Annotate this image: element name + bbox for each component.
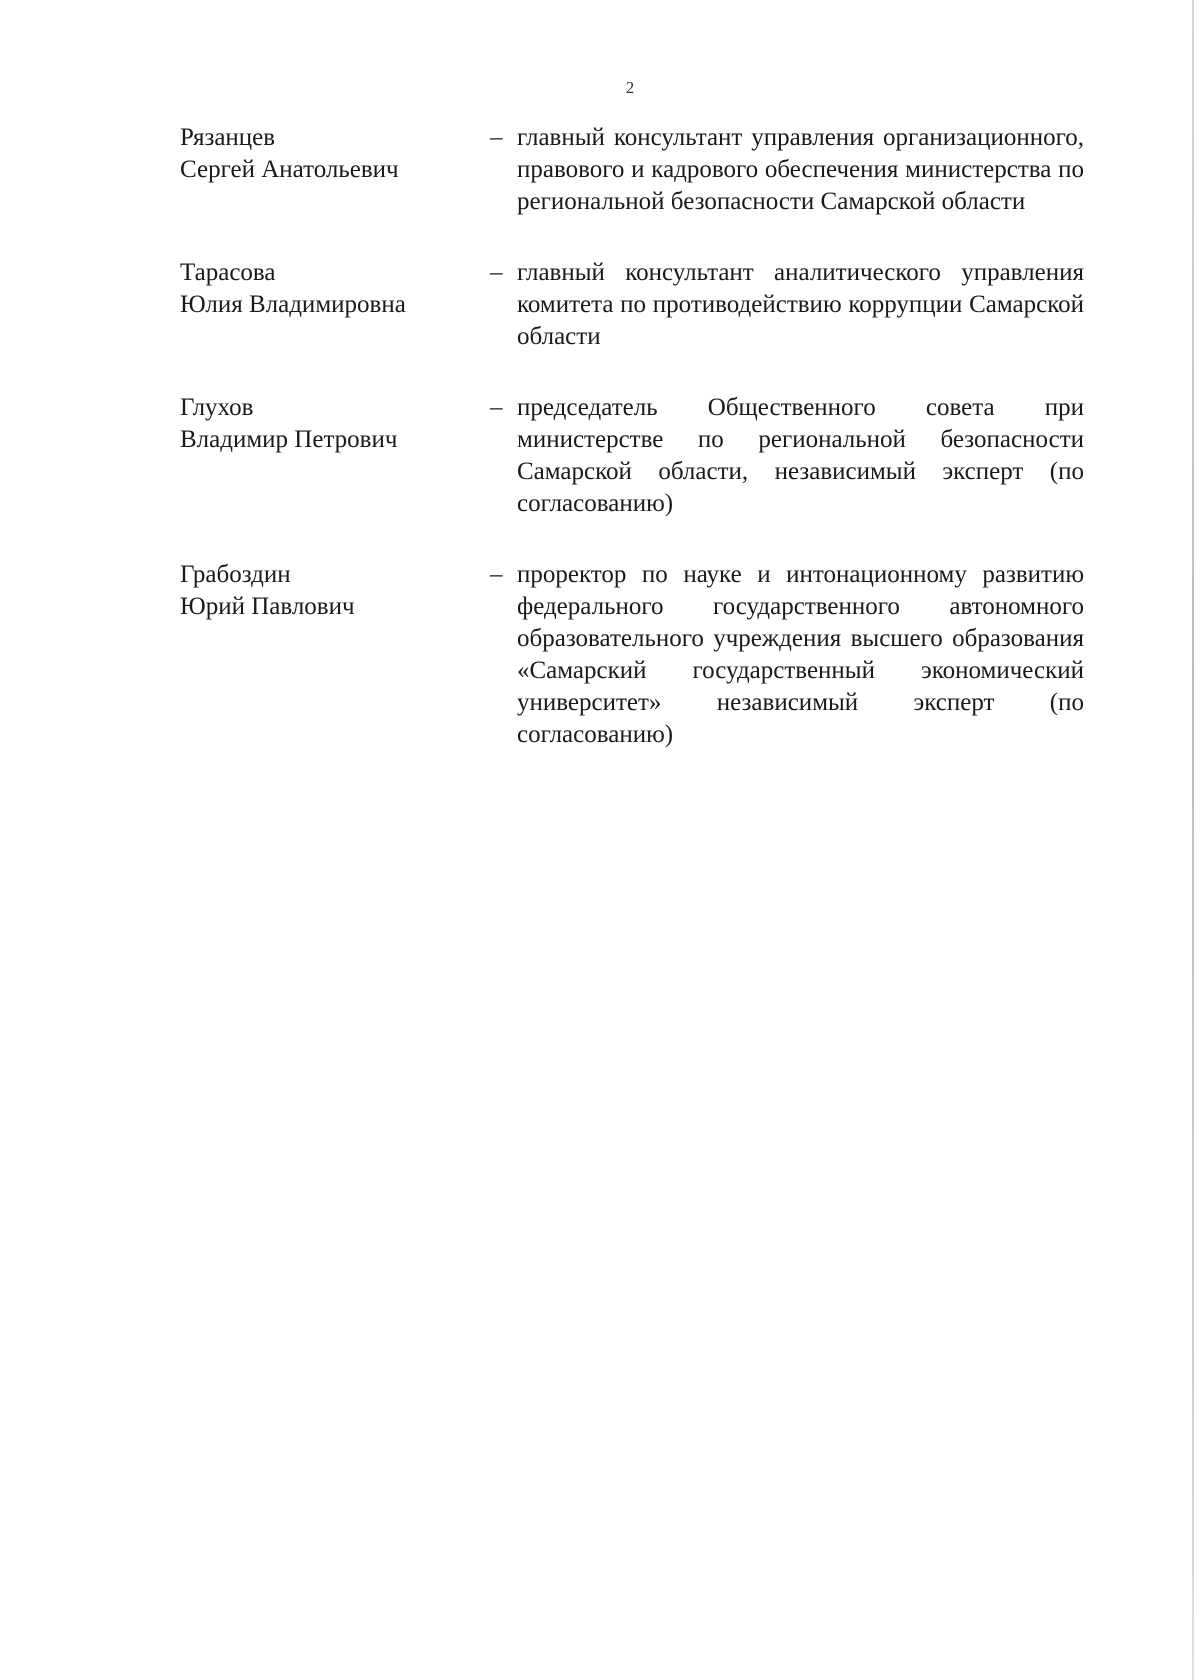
member-entry (180, 122, 1084, 218)
member-role: председатель Общественного совета при министерстве по региональной безопасности Самарской области, независимый эксперт (по согласованию) (517, 394, 1084, 517)
separator-dash: – (490, 394, 503, 421)
member-surname: Рязанцев (180, 124, 276, 151)
member-entry (180, 257, 1084, 353)
member-role: проректор по науке и интонационному развитию федерального государственного автономного образовательного учреждения высшего образования «Самарский государственный экономический университет» независимый эксперт (по согласованию) (517, 561, 1084, 748)
member-entry (180, 392, 1084, 520)
member-role: главный консультант аналитического управления комитета по противодействию коррупции Самарской области (517, 259, 1084, 350)
member-surname: Тарасова (180, 259, 276, 286)
page-number: 2 (625, 78, 635, 97)
member-entry (180, 559, 1084, 751)
member-surname: Глухов (180, 394, 254, 421)
separator-dash: – (490, 124, 503, 151)
member-name (180, 559, 487, 623)
member-name (180, 392, 487, 456)
member-name (180, 122, 487, 186)
scan-edge-shadow (1192, 0, 1194, 1680)
member-given-names: Юрий Павлович (180, 593, 355, 620)
member-surname: Грабоздин (180, 561, 291, 588)
separator-dash: – (490, 561, 503, 588)
member-name (180, 257, 487, 321)
member-given-names: Владимир Петрович (180, 426, 398, 453)
member-given-names: Юлия Владимировна (180, 291, 406, 318)
members-list (180, 122, 1084, 790)
member-given-names: Сергей Анатольевич (180, 156, 399, 183)
member-role: главный консультант управления организационного, правового и кадрового обеспечения министерства по региональной безопасности Самарской области (517, 124, 1084, 215)
separator-dash: – (490, 259, 503, 286)
